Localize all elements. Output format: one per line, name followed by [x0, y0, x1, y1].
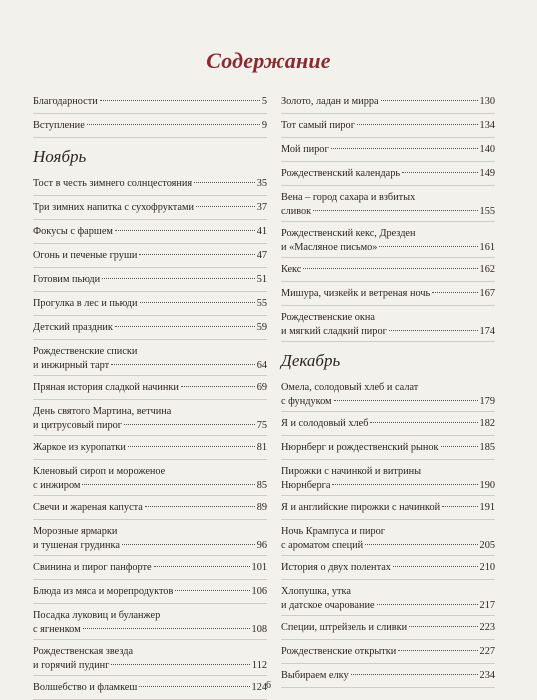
- entry-divider: [281, 113, 495, 114]
- toc-entry-title-line: Рождественские списки: [33, 346, 138, 357]
- dot-leader: [409, 626, 477, 627]
- toc-entry-page: 64: [256, 360, 267, 371]
- dot-leader: [313, 210, 477, 211]
- toc-entry-title: с инжиром: [33, 480, 81, 491]
- entry-divider: [281, 495, 495, 496]
- dot-leader: [432, 292, 477, 293]
- toc-entry-page: 85: [256, 480, 267, 491]
- toc-entry-page: 234: [479, 670, 495, 681]
- toc-entry-page: 161: [479, 242, 495, 253]
- toc-entry: [281, 585, 495, 613]
- toc-entry: [281, 263, 495, 277]
- toc-entry: [281, 561, 495, 575]
- toc-entry-title: Рождественский календарь: [281, 168, 401, 179]
- entry-divider: [33, 675, 267, 676]
- toc-entry-page: 182: [479, 418, 495, 429]
- toc-entry-page: 47: [256, 250, 267, 261]
- toc-entry-page: 112: [251, 660, 267, 671]
- toc-entry-title: Детский праздник: [33, 322, 113, 333]
- toc-entry: [33, 645, 267, 673]
- toc-entry-title: и горячий пудинг: [33, 660, 110, 671]
- toc-entry: [281, 417, 495, 431]
- toc-entry-title: и инжирный тарт: [33, 360, 110, 371]
- toc-entry-page: 227: [479, 646, 495, 657]
- toc-entry-page: 69: [256, 382, 267, 393]
- toc-entry-title: Прогулка в лес и пьюди: [33, 298, 138, 309]
- toc-entry-page: 179: [479, 396, 495, 407]
- entry-divider: [281, 341, 495, 342]
- toc-entry-title: Фокусы с фаршем: [33, 226, 113, 237]
- dot-leader: [181, 386, 255, 387]
- toc-entry-page: 41: [256, 226, 267, 237]
- toc-entry-title: Свинина и пирог панфорте: [33, 562, 152, 573]
- toc-entry-page: 75: [256, 420, 267, 431]
- dot-leader: [402, 172, 478, 173]
- toc-entry-page: 205: [479, 540, 495, 551]
- toc-entry-title: с ягненком: [33, 624, 81, 635]
- entry-divider: [33, 603, 267, 604]
- toc-entry: [33, 381, 267, 395]
- entry-divider: [281, 459, 495, 460]
- dot-leader: [196, 206, 255, 207]
- toc-entry-title: Нюрнберга: [281, 480, 331, 491]
- dot-leader: [351, 674, 478, 675]
- toc-entry-title-line: Рождественские окна: [281, 312, 375, 323]
- entry-divider: [33, 459, 267, 460]
- toc-entry-title-line: Хлопушка, утка: [281, 586, 351, 597]
- entry-divider: [281, 615, 495, 616]
- toc-entry-title: Мишура, чизкейк и ветреная ночь: [281, 288, 431, 299]
- toc-entry-title-line: Морозные ярмарки: [33, 526, 118, 537]
- toc-entry: [33, 249, 267, 263]
- entry-divider: [281, 411, 495, 412]
- entry-divider: [281, 305, 495, 306]
- toc-entry-page: 124: [251, 682, 267, 693]
- toc-entry-page: 174: [479, 326, 495, 337]
- entry-divider: [33, 219, 267, 220]
- toc-entry: [281, 381, 495, 409]
- entry-divider: [281, 663, 495, 664]
- toc-entry-page: 59: [256, 322, 267, 333]
- dot-leader: [370, 422, 477, 423]
- toc-entry: [281, 95, 495, 109]
- toc-entry: [33, 465, 267, 493]
- dot-leader: [140, 302, 255, 303]
- toc-entry-title: Выбираем елку: [281, 670, 349, 681]
- entry-divider: [33, 113, 267, 114]
- entry-divider: [33, 639, 267, 640]
- toc-entry: [33, 441, 267, 455]
- entry-divider: [281, 137, 495, 138]
- toc-entry: [33, 321, 267, 335]
- dot-leader: [154, 566, 250, 567]
- toc-entry-title: Золото, ладан и мирра: [281, 96, 379, 107]
- toc-entry: [33, 95, 267, 109]
- toc-entry-title: с фундуком: [281, 396, 332, 407]
- toc-entry: [33, 405, 267, 433]
- toc-entry-title-line: Ночь Крампуса и пирог: [281, 526, 385, 537]
- entry-divider: [33, 375, 267, 376]
- dot-leader: [334, 400, 478, 401]
- toc-entry-title: Кекс: [281, 264, 302, 275]
- toc-entry: [281, 167, 495, 181]
- dot-leader: [115, 326, 255, 327]
- toc-entry-page: 96: [256, 540, 267, 551]
- dot-leader: [82, 484, 254, 485]
- dot-leader: [100, 100, 260, 101]
- toc-entry: [33, 201, 267, 215]
- toc-entry-title: Нюрнберг и рождественский рынок: [281, 442, 439, 453]
- toc-entry-page: 55: [256, 298, 267, 309]
- toc-entry-page: 101: [251, 562, 267, 573]
- dot-leader: [331, 148, 478, 149]
- toc-entry-title: Волшебство и фламкеш: [33, 682, 138, 693]
- entry-divider: [281, 555, 495, 556]
- toc-entry-page: 140: [479, 144, 495, 155]
- toc-entry-page: 210: [479, 562, 495, 573]
- toc-entry: [281, 119, 495, 133]
- entry-divider: [281, 185, 495, 186]
- dot-leader: [122, 544, 255, 545]
- entry-divider: [33, 555, 267, 556]
- toc-entry-title-line: Вена – город сахара и взбитых: [281, 192, 416, 203]
- dot-leader: [365, 544, 477, 545]
- toc-entry: [33, 561, 267, 575]
- entry-divider: [281, 579, 495, 580]
- toc-entry-page: 149: [479, 168, 495, 179]
- toc-entry-page: 190: [479, 480, 495, 491]
- toc-entry: [281, 645, 495, 659]
- toc-entry-title: Я и английские пирожки с начинкой: [281, 502, 441, 513]
- toc-entry-title: Свечи и жареная капуста: [33, 502, 143, 513]
- toc-entry-title: Жаркое из куропатки: [33, 442, 126, 453]
- toc-entry: [33, 177, 267, 191]
- section-heading: Декабрь: [281, 351, 341, 370]
- toc-entry-title-line: Посадка луковиц и буланжер: [33, 610, 161, 621]
- toc-entry-page: 37: [256, 202, 267, 213]
- dot-leader: [111, 364, 255, 365]
- dot-leader: [357, 124, 478, 125]
- dot-leader: [124, 424, 255, 425]
- entry-divider: [281, 161, 495, 162]
- toc-entry-title: Пряная история сладкой начинки: [33, 382, 179, 393]
- entry-divider: [33, 339, 267, 340]
- toc-entry-page: 106: [251, 586, 267, 597]
- toc-entry: [281, 441, 495, 455]
- dot-leader: [128, 446, 255, 447]
- toc-entry-title: с ароматом специй: [281, 540, 364, 551]
- page-title: Содержание: [206, 48, 331, 73]
- toc-entry-title-line: День святого Мартина, ветчина: [33, 406, 172, 417]
- entry-divider: [33, 267, 267, 268]
- toc-entry: [33, 525, 267, 553]
- entry-divider: [33, 495, 267, 496]
- toc-entry-title: Три зимних напитка с сухофруктами: [33, 202, 194, 213]
- toc-entry-page: 108: [251, 624, 267, 635]
- toc-entry-page: 185: [479, 442, 495, 453]
- toc-entry-page: 155: [479, 206, 495, 217]
- entry-divider: [281, 281, 495, 282]
- toc-entry-title-line: Кленовый сироп и мороженое: [33, 466, 166, 477]
- toc-entry-title: Благодарности: [33, 96, 98, 107]
- toc-entry-title: Вступление: [33, 120, 85, 131]
- toc-entry-page: 217: [479, 600, 495, 611]
- toc-entry-page: 81: [256, 442, 267, 453]
- dot-leader: [102, 278, 255, 279]
- entry-divider: [33, 435, 267, 436]
- toc-entry: [281, 287, 495, 301]
- toc-entry-title: и «Масляное письмо»: [281, 242, 378, 253]
- dot-leader: [83, 628, 250, 629]
- toc-entry: [33, 225, 267, 239]
- toc-entry-page: 35: [256, 178, 267, 189]
- toc-entry-page: 191: [479, 502, 495, 513]
- toc-entry-page: 130: [479, 96, 495, 107]
- toc-entry-page: 167: [479, 288, 495, 299]
- toc-entry-title: Блюда из мяса и морепродуктов: [33, 586, 174, 597]
- dot-leader: [115, 230, 255, 231]
- entry-divider: [281, 435, 495, 436]
- toc-entry: [281, 311, 495, 339]
- toc-entry-title: и тушеная грудинка: [33, 540, 120, 551]
- entry-divider: [281, 639, 495, 640]
- toc-entry-page: 5: [261, 96, 267, 107]
- toc-entry: [33, 297, 267, 311]
- entry-divider: [33, 315, 267, 316]
- toc-entry-title: Тот самый пирог: [281, 120, 355, 131]
- toc-entry: [281, 621, 495, 635]
- dot-leader: [111, 664, 250, 665]
- dot-leader: [139, 254, 254, 255]
- toc-entry: [33, 585, 267, 599]
- dot-leader: [398, 650, 477, 651]
- toc-entry-page: 89: [256, 502, 267, 513]
- toc-entry-page: 223: [479, 622, 495, 633]
- toc-entry-page: 162: [479, 264, 495, 275]
- dot-leader: [442, 506, 477, 507]
- toc-entry-title: Мой пирог: [281, 144, 329, 155]
- toc-entry: [281, 501, 495, 515]
- toc-entry-title-line: Рождественский кекс, Дрезден: [281, 228, 416, 239]
- toc-entry-title: История о двух полентах: [281, 562, 391, 573]
- toc-entry-title-line: Омела, солодовый хлеб и салат: [281, 382, 419, 393]
- toc-entry-title: Рождественские открытки: [281, 646, 397, 657]
- toc-entry: [33, 119, 267, 133]
- dot-leader: [175, 590, 249, 591]
- dot-leader: [377, 604, 478, 605]
- dot-leader: [194, 182, 255, 183]
- dot-leader: [379, 246, 477, 247]
- entry-divider: [33, 137, 267, 138]
- toc-entry-title: Готовим пьюди: [33, 274, 101, 285]
- dot-leader: [393, 566, 478, 567]
- entry-divider: [33, 243, 267, 244]
- toc-entry: [281, 227, 495, 255]
- toc-entry: [281, 143, 495, 157]
- toc-entry: [281, 525, 495, 553]
- entry-divider: [33, 291, 267, 292]
- entry-divider: [33, 579, 267, 580]
- toc-entry-title: Тост в честь зимнего солнцестояния: [33, 178, 193, 189]
- entry-divider: [33, 519, 267, 520]
- entry-divider: [281, 257, 495, 258]
- toc-entry-title: сливок: [281, 206, 312, 217]
- toc-entry-title: Специи, штрейзель и сливки: [281, 622, 408, 633]
- toc-entry: [33, 501, 267, 515]
- entry-divider: [33, 195, 267, 196]
- section-heading: Ноябрь: [33, 147, 87, 166]
- entry-divider: [33, 399, 267, 400]
- dot-leader: [389, 330, 478, 331]
- toc-entry-title: Я и солодовый хлеб: [281, 418, 369, 429]
- toc-entry-title-line: Пирожки с начинкой и витрины: [281, 466, 422, 477]
- dot-leader: [303, 268, 477, 269]
- toc-entry-page: 51: [256, 274, 267, 285]
- toc-entry: [33, 345, 267, 373]
- dot-leader: [332, 484, 477, 485]
- toc-entry-title: Огонь и печеные груши: [33, 250, 138, 261]
- toc-entry: [33, 273, 267, 287]
- toc-entry-title-line: Рождественская звезда: [33, 646, 134, 657]
- toc-entry: [33, 609, 267, 637]
- toc-entry-title: и цитрусовый пирог: [33, 420, 123, 431]
- dot-leader: [145, 506, 255, 507]
- dot-leader: [381, 100, 478, 101]
- dot-leader: [441, 446, 478, 447]
- toc-entry-title: и датское очарование: [281, 600, 375, 611]
- toc-entry: [281, 465, 495, 493]
- entry-divider: [281, 519, 495, 520]
- toc-entry-page: 9: [261, 120, 267, 131]
- toc-entry-title: и мягкий сладкий пирог: [281, 326, 387, 337]
- dot-leader: [87, 124, 260, 125]
- page-number: 6: [266, 680, 271, 691]
- entry-divider: [281, 221, 495, 222]
- toc-entry-page: 134: [479, 120, 495, 131]
- toc-entry: [281, 191, 495, 219]
